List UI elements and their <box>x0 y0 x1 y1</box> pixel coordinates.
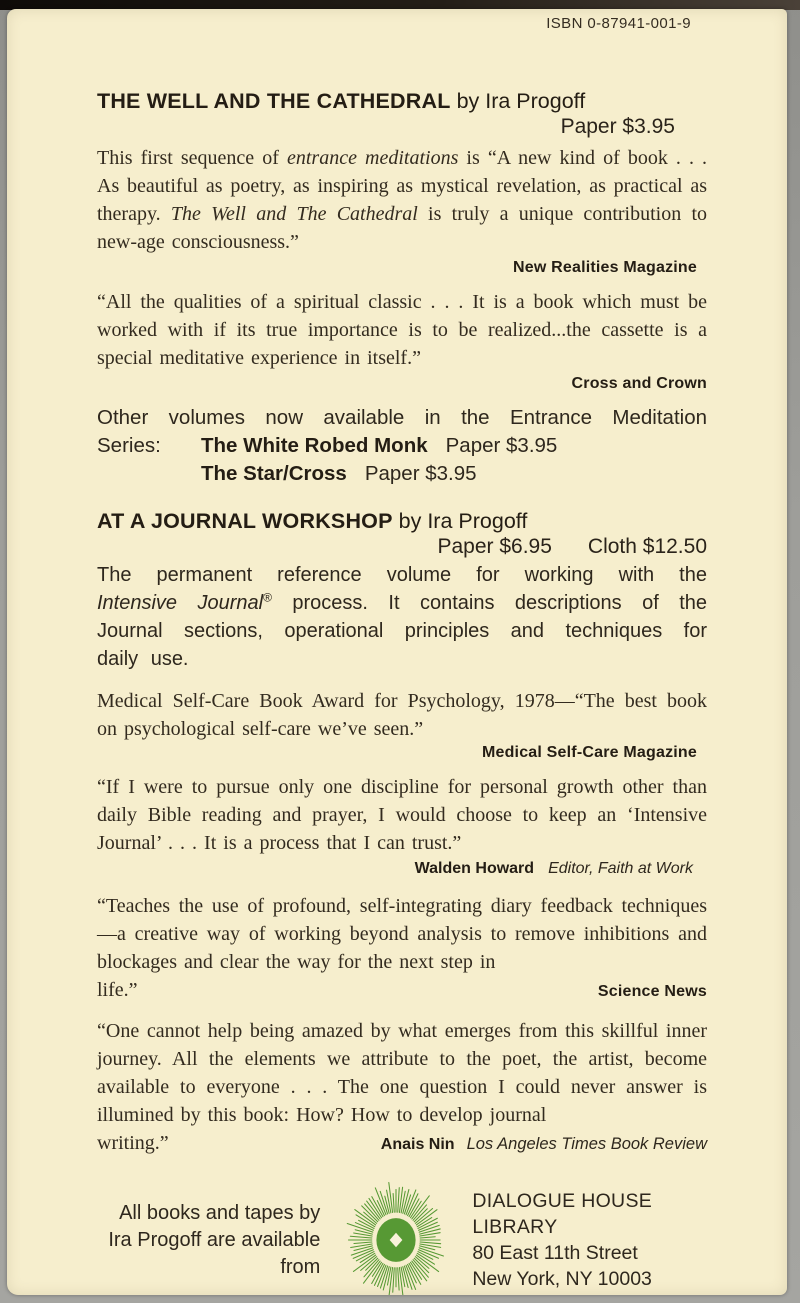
award-quote: Medical Self-Care Book Award for Psychology, 1978—“The best book on psychological self-care we’ve seen.” <box>97 690 707 740</box>
review-quote-anais-nin: “One cannot help being amazed by what emerges from this skillful inner journey. All the elements we attribute to the poet, the artist, become available to everyone . . . The one question I could never answer is illumined by this book: How? How to develop journal <box>97 1020 707 1126</box>
series-intro: Other volumes now available in the Entrance Meditation <box>97 406 707 429</box>
quote-text: is truly a unique contribution to new-age consciousness.” <box>97 203 707 253</box>
quote-italic-book-title: The Well and The Cathedral <box>170 203 418 225</box>
book-back-cover <box>7 9 787 1295</box>
review-attribution-anais-nin <box>381 1135 707 1154</box>
book2-section <box>97 509 707 1157</box>
review-attribution-walden <box>97 859 707 879</box>
review-quote-science-news: “Teaches the use of profound, self-integrating diary feedback techniques—a creative way of working beyond analysis to remove inhibitions and blockages and clear the way for the next step in <box>97 895 707 973</box>
book1-title: THE WELL AND THE CATHEDRAL <box>97 89 451 113</box>
sunburst-logo-icon <box>334 1173 458 1295</box>
book2-title-line <box>97 509 707 534</box>
dialogue-house-logo <box>334 1173 458 1295</box>
review-science-last-line-row <box>97 976 707 1004</box>
footer-left-text <box>97 1200 320 1281</box>
attribution-name: Walden Howard <box>414 860 535 877</box>
book2-price-row <box>97 535 707 559</box>
series-volume-1-row <box>97 432 707 459</box>
quote-last-word: life.” <box>97 979 138 1001</box>
series-section <box>97 404 707 487</box>
series-volume-1-price: Paper $3.95 <box>445 434 558 457</box>
description-italic-intensive-journal: Intensive Journal <box>97 592 264 614</box>
book2-price-paper: Paper $6.95 <box>437 535 552 558</box>
book1-byline: by Ira Progoff <box>456 89 586 113</box>
isbn-text: ISBN 0-87941-001-9 <box>546 15 691 32</box>
review-attribution-cross-and-crown: Cross and Crown <box>571 375 707 392</box>
series-volume-2-title: The Star/Cross <box>201 462 347 485</box>
attribution-role: Editor, Faith at Work <box>548 860 693 877</box>
attribution-source: Los Angeles Times Book Review <box>466 1135 707 1153</box>
review-attribution-science-news: Science News <box>597 983 707 1000</box>
book2-price-cloth: Cloth $12.50 <box>587 535 707 558</box>
footer-section <box>97 1173 707 1295</box>
series-indent-spacer <box>97 460 201 487</box>
footer-address-line-2: New York, NY 10003 <box>472 1268 652 1290</box>
attribution-name: Anais Nin <box>380 1136 455 1153</box>
quote-text: is “A new kind of book . . . As beautiful as poetry, as inspiring as mystical revelation, as practical as therapy. <box>97 147 708 225</box>
quote-last-word: writing.” <box>97 1132 169 1154</box>
footer-publisher-block <box>472 1188 707 1292</box>
review-quote-new-realities <box>97 144 707 256</box>
series-label: Series: <box>97 434 161 457</box>
series-volume-1-title: The White Robed Monk <box>201 434 428 457</box>
description-text: process. It contains descriptions of the Journal sections, operational principles and techniques for daily use. <box>97 592 708 670</box>
series-volume-2-row <box>97 460 707 487</box>
description-text: The permanent reference volume for working with the <box>97 564 707 586</box>
footer-left-line-2: Ira Progoff are available from <box>108 1228 321 1278</box>
book1-price: Paper $3.95 <box>560 115 675 138</box>
footer-left-line-1: All books and tapes by <box>119 1201 321 1224</box>
footer-org-name: DIALOGUE HOUSE LIBRARY <box>472 1190 653 1238</box>
book2-description <box>97 561 707 673</box>
review-anais-last-line-row <box>97 1129 707 1157</box>
book2-title: AT A JOURNAL WORKSHOP <box>97 509 393 533</box>
quote-text: This first sequence of <box>97 147 287 169</box>
review-attribution-new-realities: New Realities Magazine <box>512 259 697 276</box>
series-volume-2-price: Paper $3.95 <box>364 462 477 485</box>
footer-address-line-1: 80 East 11th Street <box>472 1242 638 1264</box>
book2-byline: by Ira Progoff <box>398 509 528 533</box>
book1-title-line <box>97 89 707 114</box>
registered-trademark-mark: ® <box>263 590 272 605</box>
quote-italic-entrance-meditations: entrance meditations <box>286 147 459 169</box>
book1-section <box>97 89 707 487</box>
review-quote-walden: “If I were to pursue only one discipline for personal growth other than daily Bible reading and prayer, I would choose to keep an ‘Intensive Journal’ . . . It is a process that I can trust.” <box>97 776 707 854</box>
award-attribution: Medical Self-Care Magazine <box>481 744 697 761</box>
review-quote-cross-and-crown: “All the qualities of a spiritual classic . . . It is a book which must be worked with if its true importance is to be realized...the cassette is a special meditative experience in itself.” <box>97 291 707 369</box>
